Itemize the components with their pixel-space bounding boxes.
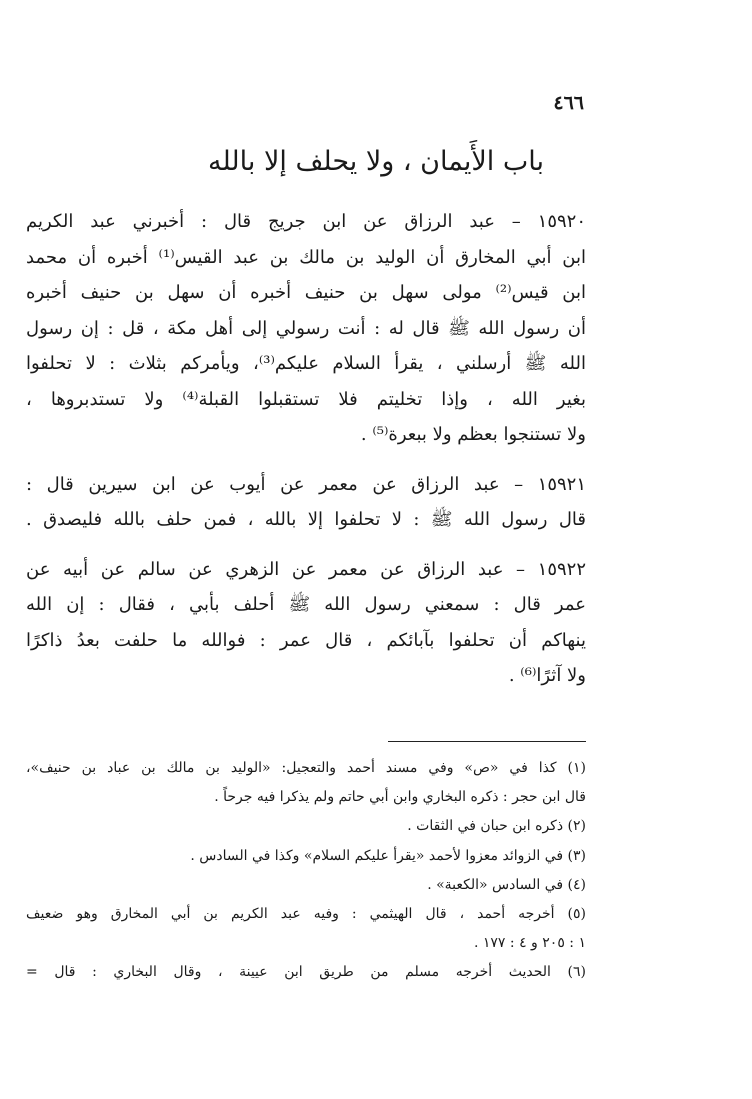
footnote-line: (٢) ذكره ابن حبان في الثقات . [407,818,586,835]
text-line: ١٥٩٢١ – عبد الرزاق عن معمر عن أيوب عن ابن سيرين قال : [26,473,586,495]
footnote-line: (٥) أخرجه أحمد ، قال الهيثمي : وفيه عبد الكريم بن أبي المخارق وهو ضعيف [26,905,586,922]
text-line: ينهاكم أن تحلفوا بآبائكم ، قال عمر : فوالله ما حلفت بعدُ ذاكرًا [26,629,586,651]
text-line: بغير الله ، وإذا تخليتم فلا تستقبلوا القبلة⁽⁴⁾ ولا تستدبروها ، [26,388,586,410]
text-line: ١٥٩٢٠ – عبد الرزاق عن ابن جريج قال : أخبرني عبد الكريم [26,211,586,232]
text-line: أن رسول الله ﷺ قال له : أنت رسولي إلى أهل مكة ، قل : إن رسول [26,317,586,339]
text-line: ابن قيس⁽²⁾ مولى سهل بن حنيف أخبره أن سهل بن حنيف أخبره [26,282,586,303]
text-line: قال رسول الله ﷺ : لا تحلفوا إلا بالله ، فمن حلف بالله فليصدق . [26,509,586,530]
footnote-line: (١) كذا في «ص» وفي مسند أحمد والتعجيل: «الوليد بن مالك بن عباد بن حنيف»، [26,760,586,776]
page-number: ٤٦٦ [553,92,584,114]
footnote-line: ١ : ٢٠٥ و ٤ : ١٧٧ . [473,935,586,952]
footnote-divider [388,741,586,742]
footnotes [26,754,586,988]
chapter-title: باب الأَيمان ، ولا يحلف إلا بالله [208,146,544,177]
hadith-15922 [26,552,586,694]
footnote-line: قال ابن حجر : ذكره البخاري وابن أبي حاتم ولم يذكرا فيه جرحاً . [214,789,586,806]
footnote-line: (٤) في السادس «الكعبة» . [427,876,586,893]
text-line: ولا تستنجوا بعظم ولا ببعرة⁽⁵⁾ . [360,424,586,445]
text-line: الله ﷺ أرسلني ، يقرأ السلام عليكم⁽³⁾، ويأمركم بثلاث : لا تحلفوا [26,353,586,374]
hadith-15920 [26,204,586,453]
text-line: ولا آثرًا⁽⁶⁾ . [508,665,586,686]
hadith-15921 [26,467,586,538]
text-line: ابن أبي المخارق أن الوليد بن مالك بن عبد القيس⁽¹⁾ أخبره أن محمد [26,246,586,268]
text-line: عمر قال : سمعني رسول الله ﷺ أحلف بأبي ، فقال : إن الله [26,594,586,615]
footnote-line: (٦) الحديث أخرجه مسلم من طريق ابن عيينة ، وقال البخاري : قال = [26,964,586,981]
footnote-line: (٣) في الزوائد معزوا لأحمد «يقرأ عليكم السلام» وكذا في السادس . [190,847,586,864]
text-line: ١٥٩٢٢ – عبد الرزاق عن معمر عن الزهري عن سالم عن أبيه عن [26,558,586,580]
main-text [26,204,586,708]
